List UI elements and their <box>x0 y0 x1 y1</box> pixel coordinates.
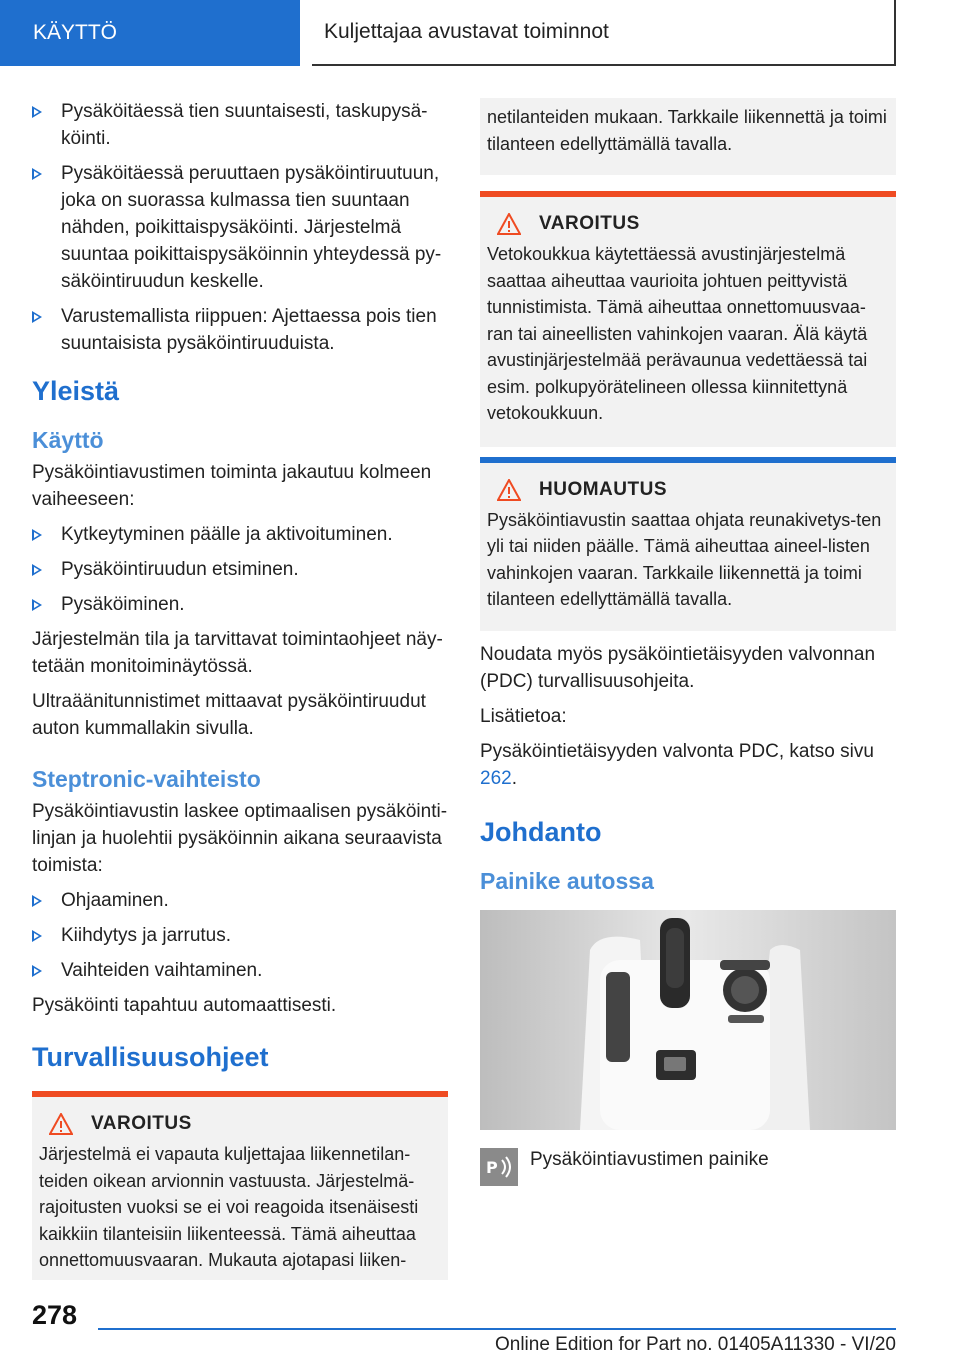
bullet-triangle-icon <box>32 529 42 541</box>
list-item: Varustemallista riippuen: Ajettaessa pois tien suuntaisista pysäköintiruuduista. <box>32 303 448 357</box>
footer-divider <box>98 1328 896 1330</box>
edition-footer: Online Edition for Part no. 01405A11330 - VI/20 <box>494 1334 896 1355</box>
parking-assistant-button-icon <box>480 1148 518 1186</box>
list-item: Ohjaaminen. <box>32 887 448 914</box>
warning-text: netilanteiden mukaan. Tarkkaile liikennettä ja toimi tilanteen edellyttämällä tavalla. <box>487 107 887 154</box>
warning-triangle-icon <box>497 213 521 235</box>
warning-header <box>39 1113 440 1135</box>
list-item: Pysäköintiruudun etsiminen. <box>32 556 448 583</box>
warning-header <box>487 213 888 235</box>
bullet-triangle-icon <box>32 311 42 323</box>
chapter-header <box>312 0 896 66</box>
bullet-triangle-icon <box>32 930 42 942</box>
note-box <box>480 457 896 631</box>
steptronic-intro: Pysäköintiavustin laskee optimaalisen pysäköinti‐linjan ja huolehtii pysäköinnin aikana seuraavista toimista: <box>32 801 448 876</box>
heading-intro: Johdanto <box>480 816 602 847</box>
reference-paragraph: Pysäköintietäisyyden valvonta PDC, katso sivu 262. <box>480 740 874 789</box>
svg-text:P: P <box>486 1157 498 1177</box>
usage-intro: Pysäköintiavustimen toiminta jakautuu kolmeen vaiheeseen: <box>32 462 432 510</box>
bullet-triangle-icon <box>32 168 42 180</box>
warning-triangle-icon <box>497 479 521 501</box>
heading-button: Painike autossa <box>480 867 654 894</box>
caption-text: Pysäköintiavustimen painike <box>530 1148 769 1170</box>
heading-usage: Käyttö <box>32 427 104 453</box>
usage-paragraph: Järjestelmän tila ja tarvittavat toimintaohjeet näy‐tetään monitoiminäytössä. <box>32 629 443 677</box>
list-item: Kiihdytys ja jarrutus. <box>32 922 448 949</box>
warning-triangle-icon <box>49 1113 73 1135</box>
page-number: 278 <box>32 1300 78 1330</box>
bullet-triangle-icon <box>32 599 42 611</box>
more-info-label: Lisätietoa: <box>480 705 567 727</box>
note-label: HUOMAUTUS <box>539 478 667 500</box>
section-title: KÄYTTÖ <box>33 21 118 44</box>
left-column <box>32 98 448 1290</box>
heading-general: Yleistä <box>32 376 120 406</box>
section-tab <box>0 0 300 66</box>
warning-box-continued <box>480 98 896 175</box>
warning-label: VAROITUS <box>91 1113 192 1134</box>
bullet-triangle-icon <box>32 895 42 907</box>
bullet-triangle-icon <box>32 564 42 576</box>
list-item: Kytkeytyminen päälle ja aktivoituminen. <box>32 521 448 548</box>
pdc-paragraph: Noudata myös pysäköintietäisyyden valvonnan (PDC) turvallisuusohjeita. <box>480 643 876 692</box>
note-text: Pysäköintiavustin saattaa ohjata reunakivetys‐ten yli tai niiden päälle. Tämä aiheuttaa aineel‐listen vahinkojen vaaran. Tarkkaile liikennettä ja toimi tilanteen edellyttämällä tavalla. <box>487 509 882 609</box>
warning-box <box>480 191 896 447</box>
heading-safety: Turvallisuusohjeet <box>32 1042 269 1072</box>
warning-text: Järjestelmä ei vapauta kuljettajaa liikennetilan‐teiden oikean arvionnin vastuusta. Järjestelmä‐rajoitusten vuoksi se ei voi reagoida itsenäisesti kaikkiin tilanteisiin liikenteessä. Tämä aiheuttaa onnettomuusvaaran. Mukauta ajotapasi liiken‐ <box>39 1144 419 1270</box>
warning-label: VAROITUS <box>539 213 640 234</box>
warning-text: Vetokoukkua käytettäessä avustinjärjestelmä saattaa aiheuttaa vaurioita johtuen peittyvistä tunnistimista. Tämä aiheuttaa onnettomuusvaa‐ran tai aineellisten vahinkojen vaaran. Älä käytä avustinjärjestelmää perävaunua vedettäessä tai esim. polkupyörätelineen ollessa kiinnitettynä vetokoukkuun. <box>487 244 868 423</box>
heading-steptronic: Steptronic-vaihteisto <box>32 766 261 792</box>
right-column <box>480 98 896 1186</box>
list-item: Pysäköitäessä tien suuntaisesti, taskupysä‐köinti. <box>32 98 448 152</box>
steptronic-paragraph: Pysäköinti tapahtuu automaattisesti. <box>32 995 337 1016</box>
list-item: Pysäköiminen. <box>32 591 448 618</box>
figure-caption <box>480 1148 896 1186</box>
list-item: Vaihteiden vaihtaminen. <box>32 957 448 984</box>
list-item: Pysäköitäessä peruuttaen pysäköintiruutuun, joka on suorassa kulmassa tien suuntaan nähden, poikittaispysäköinti. Järjestelmä suuntaa poikittaispysäköinnin yhteydessä py‐säköintiruudun keskelle. <box>32 160 448 295</box>
usage-paragraph: Ultraäänitunnistimet mittaavat pysäköintiruudut auton kummallakin sivulla. <box>32 691 426 739</box>
note-header <box>487 479 888 501</box>
page-link[interactable]: 262 <box>480 767 512 789</box>
center-console-photo <box>480 910 896 1130</box>
chapter-title: Kuljettajaa avustavat toiminnot <box>324 20 609 43</box>
bullet-triangle-icon <box>32 965 42 977</box>
warning-box <box>32 1091 448 1280</box>
bullet-triangle-icon <box>32 106 42 118</box>
